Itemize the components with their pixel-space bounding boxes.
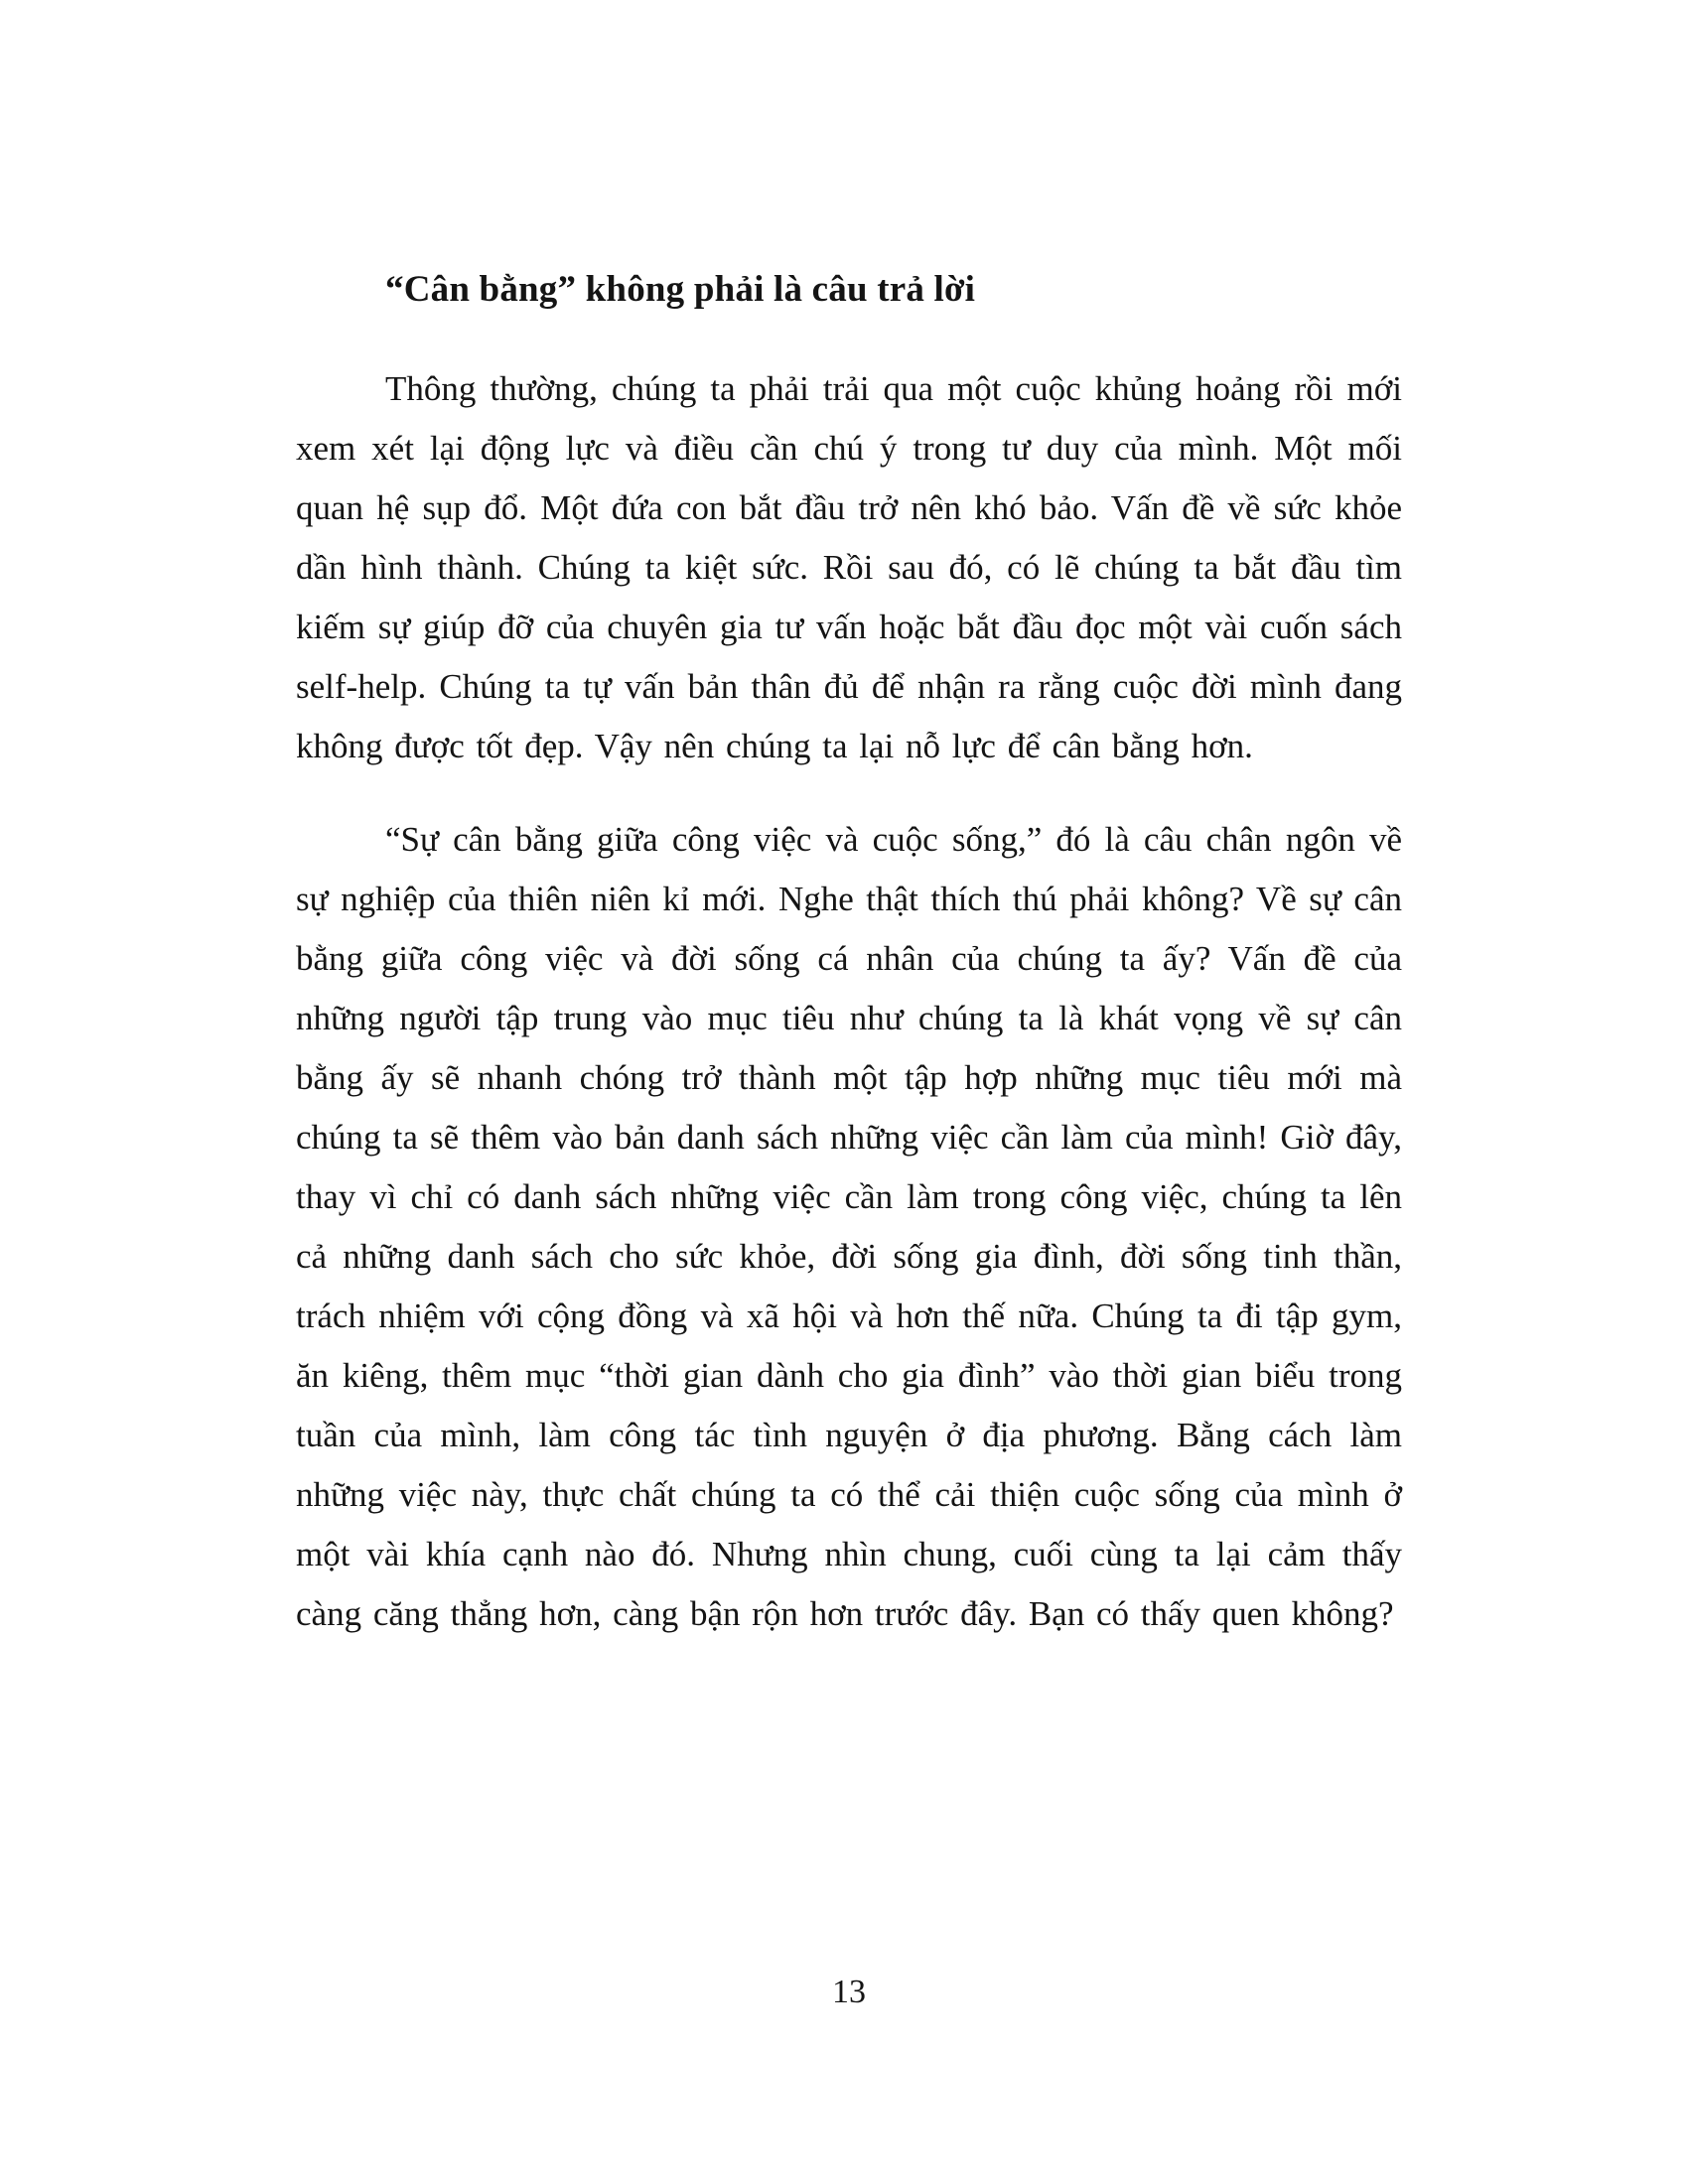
- paragraph-1: Thông thường, chúng ta phải trải qua một cuộc khủng hoảng rồi mới xem xét lại động lực và điều cần chú ý trong tư duy của mình. Một mối quan hệ sụp đổ. Một đứa con bắt đầu trở nên khó bảo. Vấn đề về sức khỏe dần hình thành. Chúng ta kiệt sức. Rồi sau đó, có lẽ chúng ta bắt đầu tìm kiếm sự giúp đỡ của chuyên gia tư vấn hoặc bắt đầu đọc một vài cuốn sách self-help. Chúng ta tự vấn bản thân đủ để nhận ra rằng cuộc đời mình đang không được tốt đẹp. Vậy nên chúng ta lại nỗ lực để cân bằng hơn.: [296, 369, 1402, 765]
- page-number: 13: [832, 1974, 866, 2010]
- section-heading: “Cân bằng” không phải là câu trả lời: [385, 269, 976, 310]
- paragraph-2: “Sự cân bằng giữa công việc và cuộc sống,” đó là câu chân ngôn về sự nghiệp của thiên niên kỉ mới. Nghe thật thích thú phải không? Về sự cân bằng giữa công việc và đời sống cá nhân của chúng ta ấy? Vấn đề của những người tập trung vào mục tiêu như chúng ta là khát vọng về sự cân bằng ấy sẽ nhanh chóng trở thành một tập hợp những mục tiêu mới mà chúng ta sẽ thêm vào bản danh sách những việc cần làm của mình! Giờ đây, thay vì chỉ có danh sách những việc cần làm trong công việc, chúng ta lên cả những danh sách cho sức khỏe, đời sống gia đình, đời sống tinh thần, trách nhiệm với cộng đồng và xã hội và hơn thế nữa. Chúng ta đi tập gym, ăn kiêng, thêm mục “thời gian dành cho gia đình” vào thời gian biểu trong tuần của mình, làm công tác tình nguyện ở địa phương. Bằng cách làm những việc này, thực chất chúng ta có thể cải thiện cuộc sống của mình ở một vài khía cạnh nào đó. Nhưng nhìn chung, cuối cùng ta lại cảm thấy càng căng thẳng hơn, càng bận rộn hơn trước đây. Bạn có thấy quen không?: [296, 820, 1402, 1633]
- page-content: [296, 260, 1402, 1678]
